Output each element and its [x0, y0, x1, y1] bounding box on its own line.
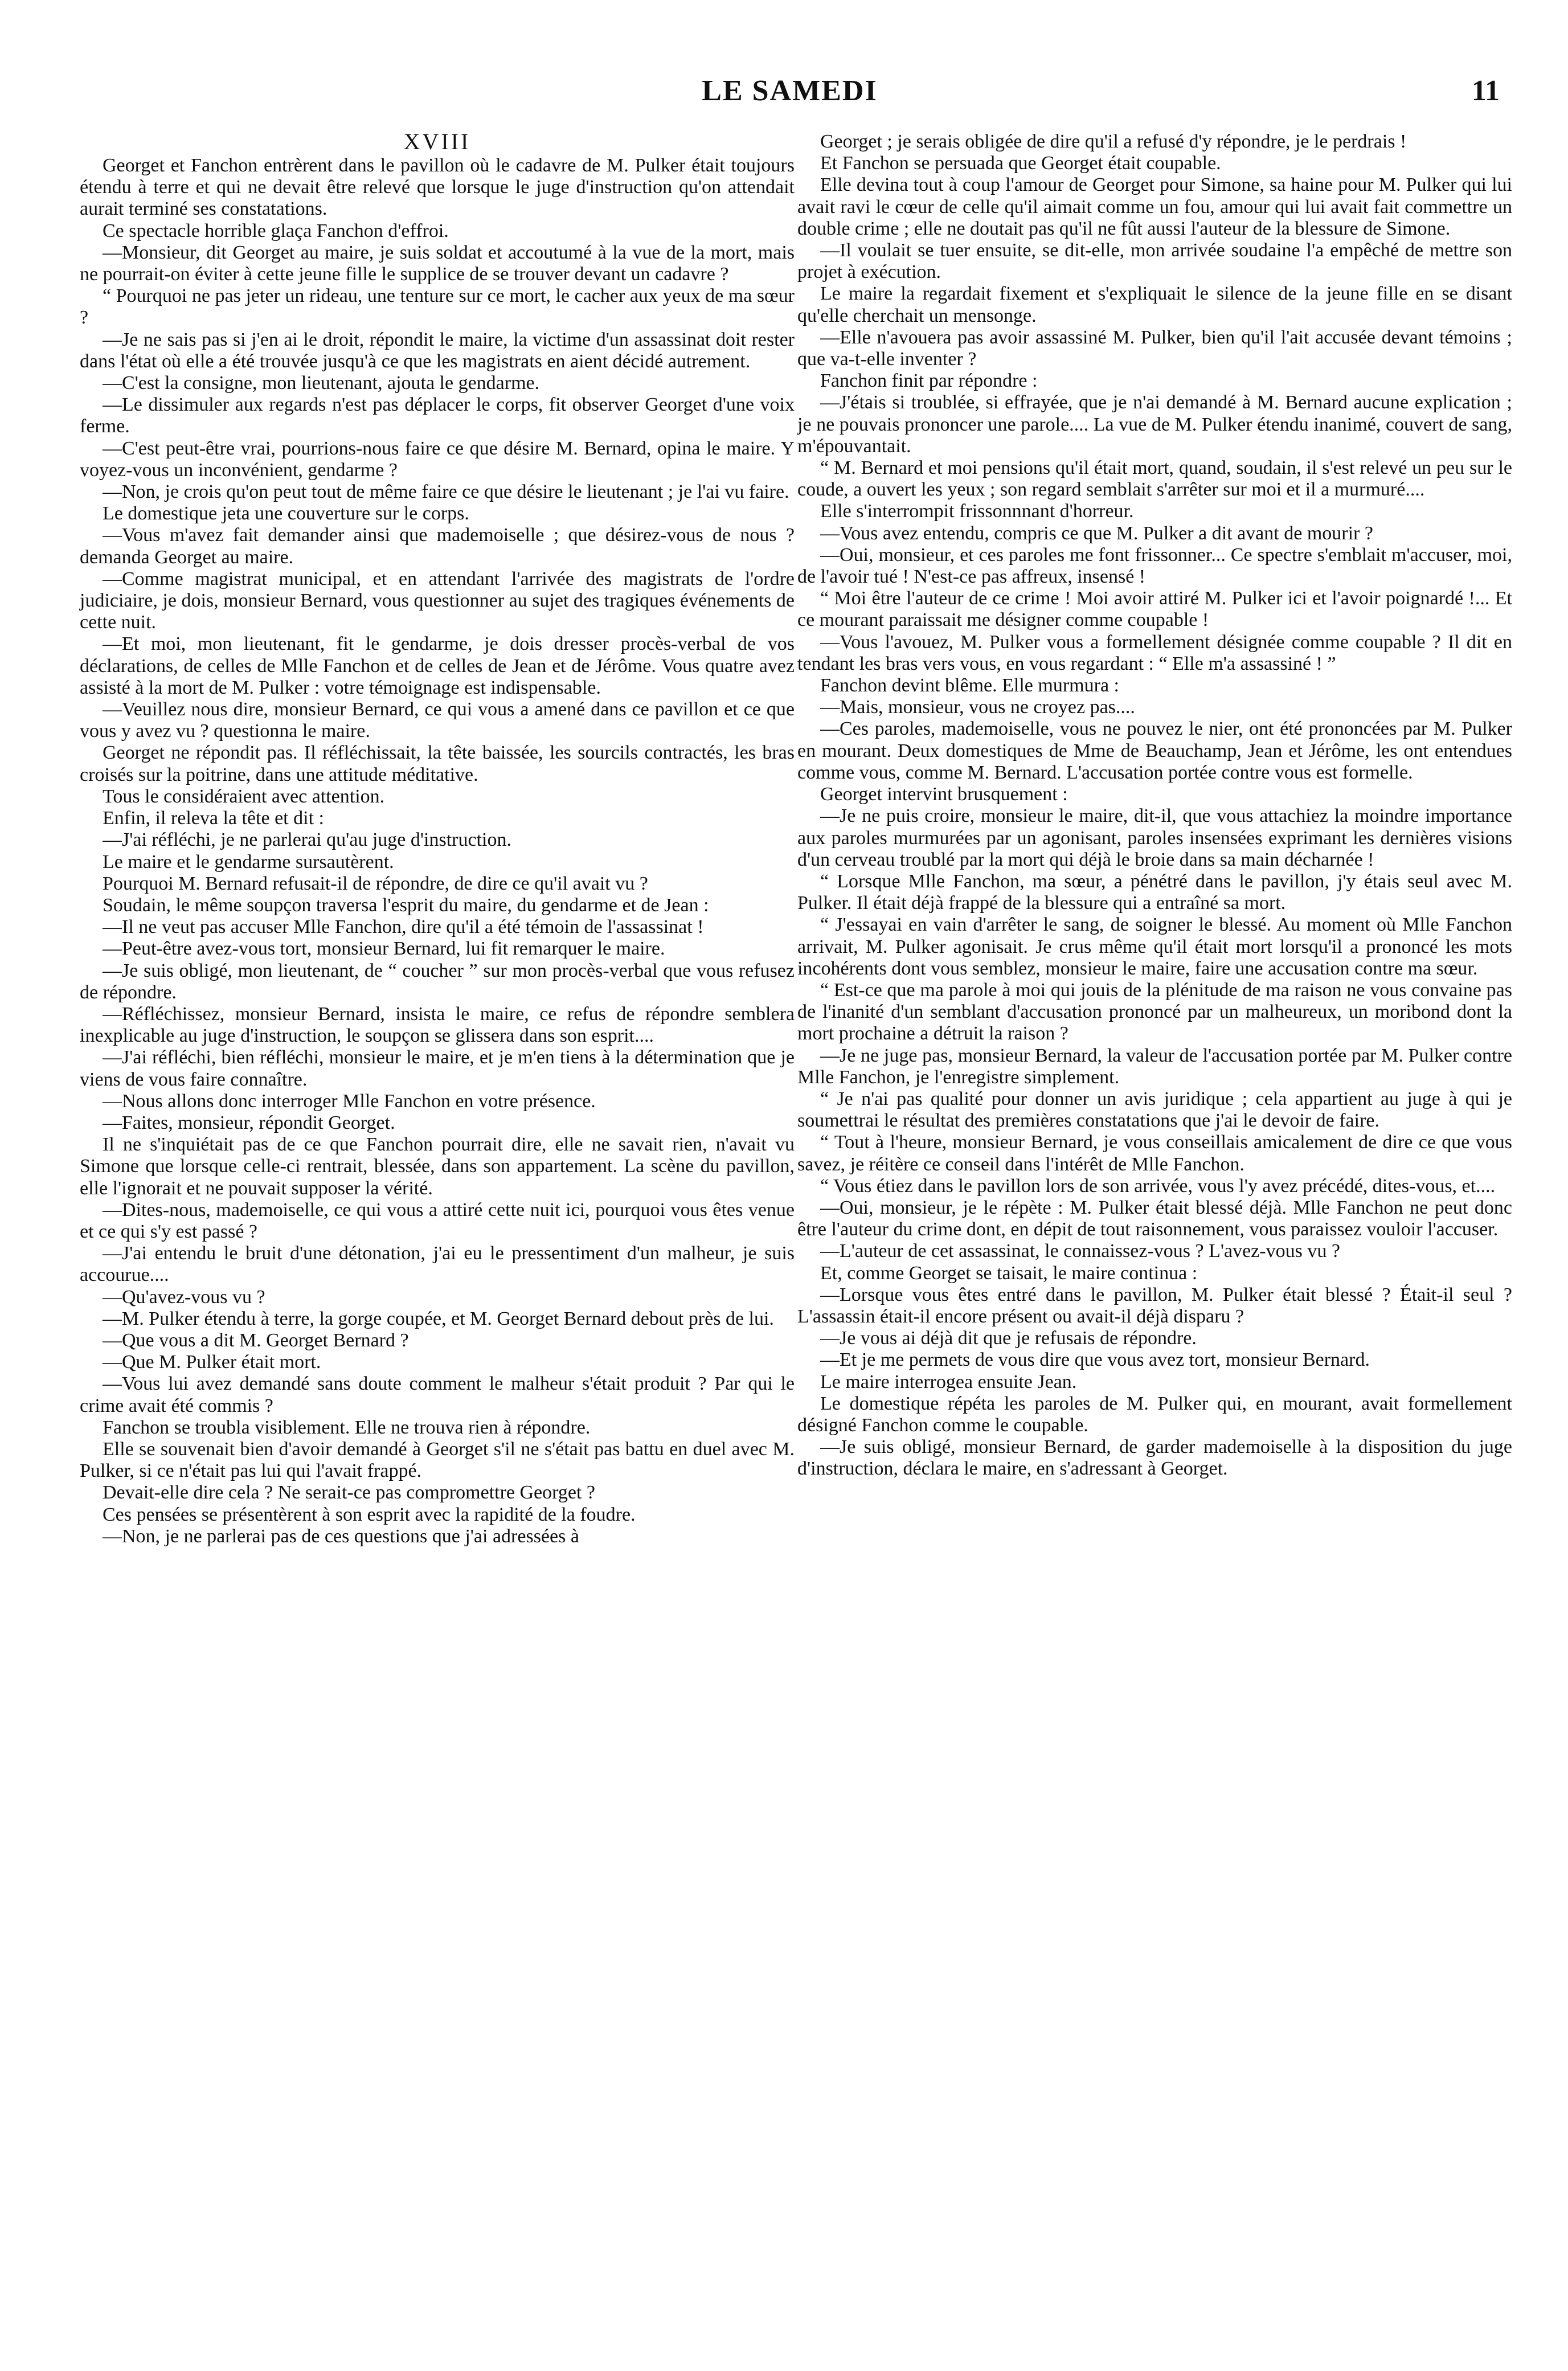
- paragraph: “ Lorsque Mlle Fanchon, ma sœur, a pénétré dans le pavillon, j'y étais seul avec M. Pulker. Il était déjà frappé de la blessure qui a entraîné sa mort.: [797, 870, 1512, 914]
- paragraph: Et, comme Georget se taisait, le maire continua :: [820, 1262, 1198, 1284]
- paragraph: —Je ne juge pas, monsieur Bernard, la valeur de l'accusation portée par M. Pulker contre Mlle Fanchon, je l'enregistre simplement.: [797, 1045, 1512, 1088]
- paragraph: —Réfléchissez, monsieur Bernard, insista le maire, ce refus de répondre semblera inexplicable au juge d'instruction, le soupçon se glissera dans son esprit....: [80, 1003, 795, 1047]
- paragraph: Devait-elle dire cela ? Ne serait-ce pas compromettre Georget ?: [103, 1482, 595, 1504]
- paragraph: —Je suis obligé, mon lieutenant, de “ coucher ” sur mon procès-verbal que vous refusez de répondre.: [80, 960, 795, 1003]
- paragraph: Le maire la regardait fixement et s'expliquait le silence de la jeune fille en se disant qu'elle cherchait un mensonge.: [797, 283, 1512, 326]
- page-header: [80, 74, 1500, 114]
- paragraph: —Et je me permets de vous dire que vous avez tort, monsieur Bernard.: [820, 1349, 1370, 1371]
- paragraph: Le maire et le gendarme sursautèrent.: [103, 851, 394, 873]
- paragraph: “ Je n'ai pas qualité pour donner un avis juridique ; cela appartient au juge à qui je soumettrai le résultat des premières constatations que j'ai le devoir de faire.: [797, 1088, 1512, 1132]
- paragraph: Soudain, le même soupçon traversa l'esprit du maire, du gendarme et de Jean :: [103, 894, 709, 916]
- paragraph: —Vous lui avez demandé sans doute comment le malheur s'était produit ? Par qui le crime avait été commis ?: [80, 1373, 795, 1416]
- paragraph: Pourquoi M. Bernard refusait-il de répondre, de dire ce qu'il avait vu ?: [103, 873, 648, 894]
- paragraph: —C'est la consigne, mon lieutenant, ajouta le gendarme.: [103, 372, 540, 394]
- page-number: 11: [1471, 75, 1500, 107]
- paragraph: “ Moi être l'auteur de ce crime ! Moi avoir attiré M. Pulker ici et l'avoir poignardé !... Et ce mourant paraissait me désigner comme coupable !: [797, 588, 1512, 631]
- paragraph: —J'étais si troublée, si effrayée, que je n'ai demandé à M. Bernard aucune explication ; je ne pouvais prononcer une parole.... La vue de M. Pulker étendu inanimé, couvert de sang, m'épouvantait.: [797, 392, 1512, 457]
- paragraph: —Il voulait se tuer ensuite, se dit-elle, mon arrivée soudaine l'a empêché de mettre son projet à exécution.: [797, 240, 1512, 283]
- paragraph: Ce spectacle horrible glaça Fanchon d'effroi.: [103, 220, 449, 241]
- paragraph: —Monsieur, dit Georget au maire, je suis soldat et accoutumé à la vue de la mort, mais ne pourrait-on éviter à cette jeune fille le supplice de se trouver devant un cadavre ?: [80, 241, 795, 285]
- paragraph: —Que vous a dit M. Georget Bernard ?: [103, 1329, 409, 1351]
- paragraph: “ Pourquoi ne pas jeter un rideau, une tenture sur ce mort, le cacher aux yeux de ma sœur ?: [80, 285, 795, 329]
- left-column: [80, 131, 795, 1547]
- paragraph: —Que M. Pulker était mort.: [103, 1352, 321, 1373]
- paragraph: Georget ; je serais obligée de dire qu'il a refusé d'y répondre, je le perdrais !: [820, 131, 1407, 152]
- chapter-heading: XVIII: [403, 129, 471, 154]
- paragraph: —Vous m'avez fait demander ainsi que mademoiselle ; que désirez-vous de nous ? demanda Georget au maire.: [80, 525, 795, 568]
- paragraph: Elle s'interrompit frissonnnant d'horreur.: [820, 501, 1134, 522]
- right-column: [797, 131, 1512, 1480]
- paragraph: —Dites-nous, mademoiselle, ce qui vous a attiré cette nuit ici, pourquoi vous êtes venue et ce qui s'y est passé ?: [80, 1199, 795, 1242]
- paragraph: —Le dissimuler aux regards n'est pas déplacer le corps, fit observer Georget d'une voix ferme.: [80, 394, 795, 437]
- paragraph: —J'ai entendu le bruit d'une détonation, j'ai eu le pressentiment d'un malheur, je suis accourue....: [80, 1243, 795, 1286]
- paragraph: —C'est peut-être vrai, pourrions-nous faire ce que désire M. Bernard, opina le maire. Y voyez-vous un inconvénient, gendarme ?: [80, 437, 795, 481]
- paragraph: Le domestique jeta une couverture sur le corps.: [103, 503, 469, 525]
- paragraph: —J'ai réfléchi, bien réfléchi, monsieur le maire, et je m'en tiens à la détermination que je viens de vous faire connaître.: [80, 1047, 795, 1090]
- paragraph: —Je vous ai déjà dit que je refusais de répondre.: [820, 1328, 1197, 1349]
- paragraph: —Qu'avez-vous vu ?: [103, 1286, 265, 1308]
- paragraph: Fanchon se troubla visiblement. Elle ne trouva rien à répondre.: [103, 1416, 591, 1438]
- paragraph: —Comme magistrat municipal, et en attendant l'arrivée des magistrats de l'ordre judiciaire, je dois, monsieur Bernard, vous questionner au sujet des tragiques événements de cette nuit.: [80, 568, 795, 633]
- paragraph: Fanchon devint blême. Elle murmura :: [820, 675, 1119, 697]
- paragraph: —Peut-être avez-vous tort, monsieur Bernard, lui fit remarquer le maire.: [103, 938, 665, 960]
- paragraph: —Je suis obligé, monsieur Bernard, de garder mademoiselle à la disposition du juge d'instruction, déclara le maire, en s'adressant à Georget.: [797, 1436, 1512, 1480]
- paragraph: Georget et Fanchon entrèrent dans le pavillon où le cadavre de M. Pulker était toujours étendu à terre et qui ne devait être relevé que lorsque le juge d'instruction qu'on attendait aurait terminé ses constatations.: [80, 155, 795, 220]
- paragraph: Le maire interrogea ensuite Jean.: [820, 1371, 1077, 1393]
- publication-title: LE SAMEDI: [702, 75, 878, 107]
- paragraph: —Ces paroles, mademoiselle, vous ne pouvez le nier, ont été prononcées par M. Pulker en mourant. Deux domestiques de Mme de Beauchamp, Jean et Jérôme, les ont entendues comme vous, comme M. Bernard. L'accusation portée contre vous est formelle.: [797, 718, 1512, 783]
- paragraph: Le domestique répéta les paroles de M. Pulker qui, en mourant, avait formellement désigné Fanchon comme le coupable.: [797, 1393, 1512, 1436]
- paragraph: —Veuillez nous dire, monsieur Bernard, ce qui vous a amené dans ce pavillon et ce que vous y avez vu ? questionna le maire.: [80, 699, 795, 742]
- paragraph: —Je ne sais pas si j'en ai le droit, répondit le maire, la victime d'un assassinat doit rester dans l'état où elle a été trouvée jusqu'à ce que les magistrats en aient décidé autrement.: [80, 329, 795, 372]
- paragraph: —Mais, monsieur, vous ne croyez pas....: [820, 697, 1135, 718]
- paragraph: —Non, je ne parlerai pas de ces questions que j'ai adressées à: [103, 1525, 579, 1547]
- paragraph: Elle se souvenait bien d'avoir demandé à Georget s'il ne s'était pas battu en duel avec M. Pulker, si ce n'était pas lui qui l'avait frappé.: [80, 1438, 795, 1482]
- paragraph: Ces pensées se présentèrent à son esprit avec la rapidité de la foudre.: [103, 1504, 636, 1525]
- paragraph: —Oui, monsieur, je le répète : M. Pulker était blessé déjà. Mlle Fanchon ne peut donc être l'auteur du crime dont, en dépit de tout raisonnement, vous paraissez vouloir l'accuser.: [797, 1197, 1512, 1240]
- paragraph: —J'ai réfléchi, je ne parlerai qu'au juge d'instruction.: [103, 829, 511, 851]
- paragraph: —Lorsque vous êtes entré dans le pavillon, M. Pulker était blessé ? Était-il seul ? L'assassin était-il encore présent ou avait-il déjà disparu ?: [797, 1284, 1512, 1327]
- paragraph: —L'auteur de cet assassinat, le connaissez-vous ? L'avez-vous vu ?: [820, 1240, 1340, 1262]
- paragraph: —Vous l'avouez, M. Pulker vous a formellement désignée comme coupable ? Il dit en tendant les bras vers vous, en vous regardant : “ Elle m'a assassiné ! ”: [797, 631, 1512, 674]
- paragraph: Fanchon finit par répondre :: [820, 370, 1038, 392]
- paragraph: —M. Pulker étendu à terre, la gorge coupée, et M. Georget Bernard debout près de lui.: [103, 1308, 774, 1329]
- paragraph: Et Fanchon se persuada que Georget était coupable.: [820, 153, 1221, 174]
- paragraph: —Et moi, mon lieutenant, fit le gendarme, je dois dresser procès-verbal de vos déclarations, de celles de Mlle Fanchon et de celles de Jean et de Jérôme. Vous quatre avez assisté à la mort de M. Pulker : votre témoignage est indispensable.: [80, 633, 795, 698]
- paragraph: Il ne s'inquiétait pas de ce que Fanchon pourrait dire, elle ne savait rien, n'avait vu Simone que lorsque celle-ci rentrait, blessée, dans son appartement. La scène du pavillon, elle l'ignorait et ne pouvait supposer la vérité.: [80, 1134, 795, 1199]
- paragraph: “ Vous étiez dans le pavillon lors de son arrivée, vous l'y avez précédé, dites-vous, et....: [820, 1175, 1496, 1197]
- paragraph: Georget intervint brusquement :: [820, 784, 1068, 805]
- paragraph: —Je ne puis croire, monsieur le maire, dit-il, que vous attachiez la moindre importance aux paroles murmurées par un agonisant, paroles insensées exprimant les dernières visions d'un cerveau troublé par la mort qui déjà le broie dans sa main décharnée !: [797, 805, 1512, 870]
- paragraph: Enfin, il releva la tête et dit :: [103, 808, 324, 829]
- paragraph: —Nous allons donc interroger Mlle Fanchon en votre présence.: [103, 1090, 596, 1112]
- paragraph: Tous le considéraient avec attention.: [103, 785, 385, 807]
- paragraph: —Elle n'avouera pas avoir assassiné M. Pulker, bien qu'il l'ait accusée devant témoins ; que va-t-elle inventer ?: [797, 326, 1512, 370]
- paragraph: —Oui, monsieur, et ces paroles me font frissonner... Ce spectre s'emblait m'accuser, moi, de l'avoir tué ! N'est-ce pas affreux, insensé !: [797, 544, 1512, 588]
- paragraph: Georget ne répondit pas. Il réfléchissait, la tête baissée, les sourcils contractés, les bras croisés sur la poitrine, dans une attitude méditative.: [80, 742, 795, 785]
- paragraph: Elle devina tout à coup l'amour de Georget pour Simone, sa haine pour M. Pulker qui lui avait ravi le cœur de celle qu'il aimait comme un fou, amour qui lui avait fait commettre un double crime ; elle ne doutait pas qu'il ne fût aussi l'auteur de la blessure de Simone.: [797, 174, 1512, 239]
- paragraph: —Non, je crois qu'on peut tout de même faire ce que désire le lieutenant ; je l'ai vu faire.: [103, 481, 789, 503]
- paragraph: “ M. Bernard et moi pensions qu'il était mort, quand, soudain, il s'est relevé un peu sur le coude, a ouvert les yeux ; son regard semblait s'arrêter sur moi et il a murmuré....: [797, 457, 1512, 501]
- paragraph: —Faites, monsieur, répondit Georget.: [103, 1112, 395, 1133]
- paragraph: “ J'essayai en vain d'arrêter le sang, de soigner le blessé. Au moment où Mlle Fanchon arrivait, M. Pulker agonisait. Je crus même qu'il était mort lorsqu'il a prononcé les mots incohérents dont vous semblez, monsieur le maire, faire une accusation contre ma sœur.: [797, 914, 1512, 979]
- paragraph: “ Tout à l'heure, monsieur Bernard, je vous conseillais amicalement de dire ce que vous savez, je réitère ce conseil dans l'intérêt de Mlle Fanchon.: [797, 1132, 1512, 1175]
- paragraph: —Vous avez entendu, compris ce que M. Pulker a dit avant de mourir ?: [820, 522, 1373, 544]
- paragraph: “ Est-ce que ma parole à moi qui jouis de la plénitude de ma raison ne vous convaine pas de l'inanité d'un semblant d'accusation prononcé par un malheureux, un moribond dont la mort prochaine a détruit la raison ?: [797, 979, 1512, 1045]
- paragraph: —Il ne veut pas accuser Mlle Fanchon, dire qu'il a été témoin de l'assassinat !: [103, 916, 704, 938]
